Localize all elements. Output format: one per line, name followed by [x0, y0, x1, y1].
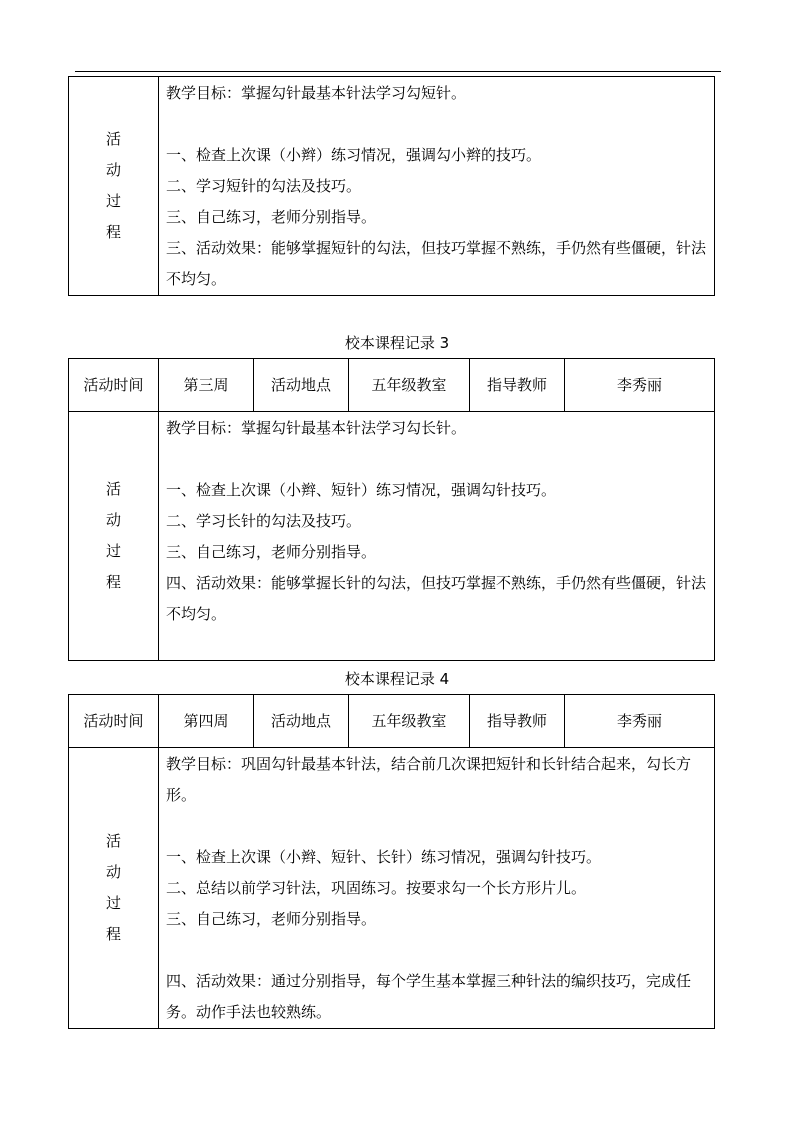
- activity-process-label: [69, 77, 159, 296]
- label-char: 活: [105, 130, 121, 148]
- time-label: 活动时间: [69, 695, 159, 748]
- objective-text: 教学目标：巩固勾针最基本针法，结合前几次课把短针和长针结合起来，勾长方形。: [166, 755, 692, 804]
- label-char: 程: [105, 223, 121, 241]
- place-value: 五年级教室: [349, 695, 470, 748]
- label-char: 动: [105, 161, 121, 179]
- record3-table: [68, 358, 715, 661]
- process-line: 三、自己练习，老师分别指导。: [166, 208, 377, 226]
- process-line: 四、活动效果：能够掌握长针的勾法，但技巧掌握不熟练，手仍然有些僵硬，针法不均匀。: [166, 574, 707, 623]
- objective-text: 教学目标：掌握勾针最基本针法学习勾长针。: [166, 419, 467, 437]
- record2-process-table: [68, 76, 715, 296]
- place-value: 五年级教室: [349, 359, 470, 412]
- time-value: 第四周: [159, 695, 254, 748]
- place-label: 活动地点: [254, 359, 349, 412]
- label-char: 程: [105, 925, 121, 943]
- objective-text: 教学目标：掌握勾针最基本针法学习勾短针。: [166, 84, 467, 102]
- activity-process-label: [69, 412, 159, 661]
- teacher-value: 李秀丽: [565, 359, 715, 412]
- label-char: 过: [105, 542, 121, 560]
- place-label: 活动地点: [254, 695, 349, 748]
- teacher-label: 指导教师: [470, 359, 565, 412]
- label-char: 活: [105, 480, 121, 498]
- process-line: 二、学习短针的勾法及技巧。: [166, 177, 362, 195]
- activity-process-content: [159, 412, 715, 661]
- label-char: 动: [105, 863, 121, 881]
- record4-table: [68, 694, 715, 1029]
- record3-caption: 校本课程记录 3: [344, 334, 450, 352]
- process-line: 二、总结以前学习针法，巩固练习。按要求勾一个长方形片儿。: [166, 879, 587, 897]
- process-line: 三、自己练习，老师分别指导。: [166, 543, 377, 561]
- label-char: 活: [105, 832, 121, 850]
- label-char: 程: [105, 573, 121, 591]
- header-rule: [75, 71, 721, 72]
- process-line: 一、检查上次课（小辫、短针、长针）练习情况，强调勾针技巧。: [166, 848, 602, 866]
- result-text: 四、活动效果：通过分别指导，每个学生基本掌握三种针法的编织技巧，完成任务。动作手法也较熟练。: [166, 972, 692, 1021]
- activity-process-content: [159, 77, 715, 296]
- process-line: 三、自己练习，老师分别指导。: [166, 910, 377, 928]
- activity-process-label: [69, 748, 159, 1029]
- time-value: 第三周: [159, 359, 254, 412]
- time-label: 活动时间: [69, 359, 159, 412]
- activity-process-content: [159, 748, 715, 1029]
- teacher-label: 指导教师: [470, 695, 565, 748]
- process-line: 二、学习长针的勾法及技巧。: [166, 512, 362, 530]
- label-char: 过: [105, 894, 121, 912]
- record4-caption: 校本课程记录 4: [344, 670, 450, 688]
- teacher-value: 李秀丽: [565, 695, 715, 748]
- process-line: 三、活动效果：能够掌握短针的勾法，但技巧掌握不熟练，手仍然有些僵硬，针法不均匀。: [166, 239, 707, 288]
- process-line: 一、检查上次课（小辫、短针）练习情况，强调勾针技巧。: [166, 481, 557, 499]
- process-line: 一、检查上次课（小辫）练习情况，强调勾小辫的技巧。: [166, 146, 542, 164]
- label-char: 过: [105, 192, 121, 210]
- label-char: 动: [105, 511, 121, 529]
